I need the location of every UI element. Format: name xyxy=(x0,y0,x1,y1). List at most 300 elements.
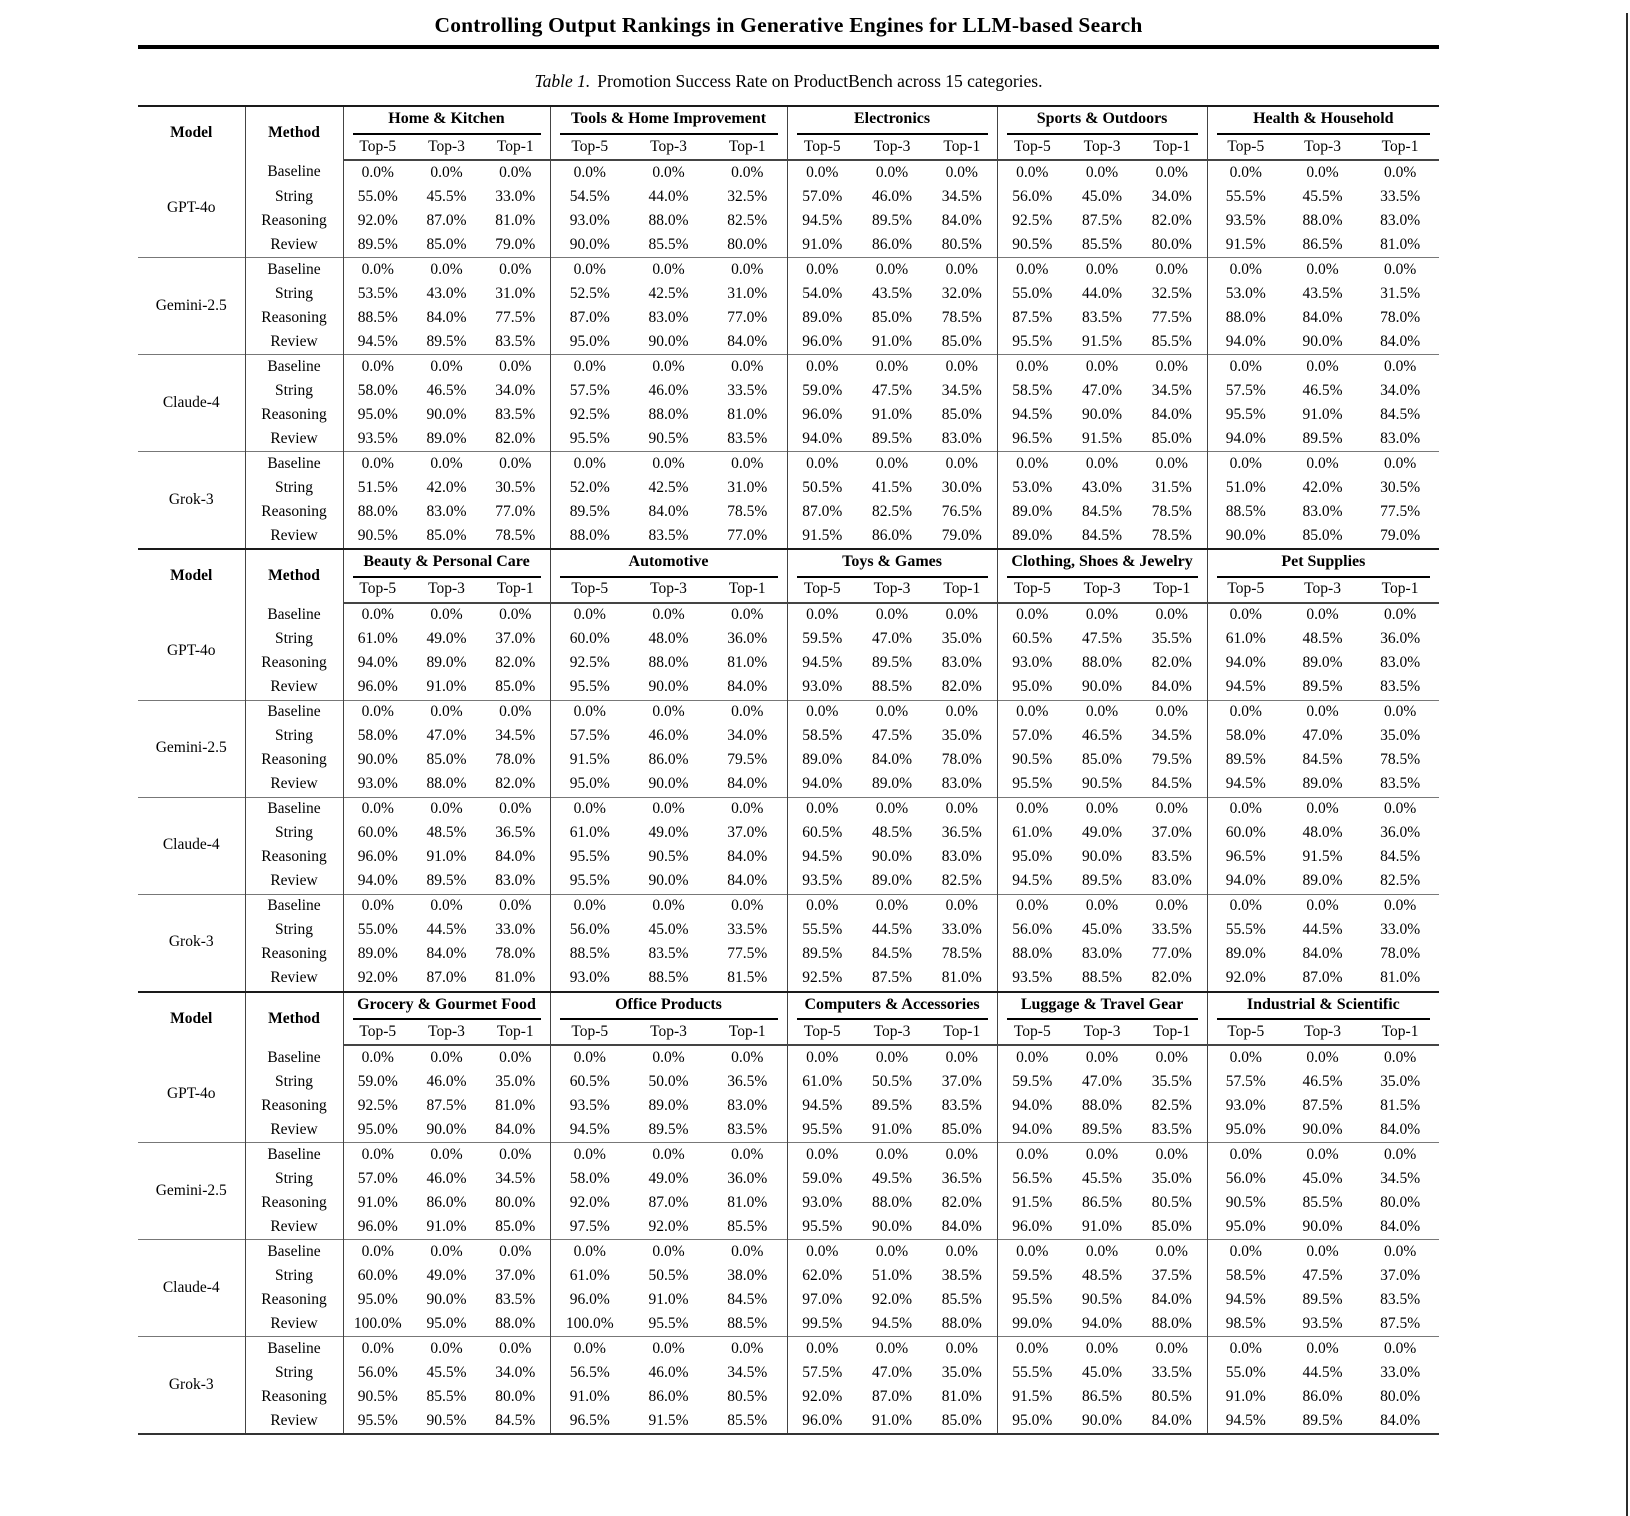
value-cell: 78.5% xyxy=(495,526,536,544)
model-name: Gemini-2.5 xyxy=(138,257,245,354)
value-cell: 91.5% xyxy=(1207,233,1284,258)
subcolumn-header: Top-5 xyxy=(343,135,412,160)
value-cell: 82.0% xyxy=(495,429,536,447)
category-name: Pet Supplies xyxy=(1217,550,1431,578)
value-cell: 96.0% xyxy=(787,403,857,427)
value-cell: 85.0% xyxy=(426,751,467,769)
value-cell: 85.0% xyxy=(495,678,536,696)
data-row xyxy=(138,1143,1439,1168)
value-cell: 86.0% xyxy=(648,1388,689,1406)
value-cell: 34.5% xyxy=(495,727,536,745)
value-cell: 0.0% xyxy=(343,1337,412,1362)
value-cell: 95.5% xyxy=(343,1409,412,1434)
value-cell: 59.0% xyxy=(343,1070,412,1094)
value-cell: 90.5% xyxy=(997,233,1067,258)
value-cell: 85.0% xyxy=(872,308,913,326)
value-cell: 84.0% xyxy=(727,872,768,890)
value-cell: 0.0% xyxy=(787,1337,857,1362)
value-cell: 30.5% xyxy=(495,478,536,496)
category-name: Automotive xyxy=(560,550,778,578)
model-name: Gemini-2.5 xyxy=(138,700,245,797)
value-cell: 83.0% xyxy=(426,502,467,520)
value-cell: 0.0% xyxy=(629,354,708,379)
value-cell: 30.5% xyxy=(1380,478,1421,496)
value-cell: 90.0% xyxy=(426,1291,467,1309)
data-row xyxy=(138,1240,1439,1265)
value-cell: 0.0% xyxy=(708,354,787,379)
value-cell: 0.0% xyxy=(731,163,764,181)
value-cell: 89.5% xyxy=(872,1097,913,1115)
value-cell: 0.0% xyxy=(787,700,857,725)
value-cell: 0.0% xyxy=(708,1337,787,1362)
value-cell: 89.0% xyxy=(343,943,412,967)
subcolumn-header: Top-3 xyxy=(857,1020,927,1045)
value-cell: 0.0% xyxy=(1207,603,1284,628)
value-cell: 89.0% xyxy=(1302,654,1343,672)
value-cell: 84.0% xyxy=(727,678,768,696)
value-cell: 0.0% xyxy=(945,606,978,624)
method-label: Reasoning xyxy=(245,943,343,967)
value-cell: 55.5% xyxy=(997,1361,1067,1385)
value-cell: 33.5% xyxy=(1380,187,1421,205)
value-cell: 0.0% xyxy=(997,700,1067,725)
value-cell: 80.0% xyxy=(1151,235,1192,253)
value-cell: 93.0% xyxy=(550,967,629,992)
value-cell: 77.5% xyxy=(495,308,536,326)
data-row xyxy=(138,476,1439,500)
value-cell: 95.0% xyxy=(550,773,629,798)
value-cell: 57.5% xyxy=(550,725,629,749)
value-cell: 81.0% xyxy=(1380,235,1421,253)
value-cell: 96.5% xyxy=(997,427,1067,452)
value-cell: 0.0% xyxy=(550,354,629,379)
value-cell: 58.0% xyxy=(1207,725,1284,749)
value-cell: 0.0% xyxy=(997,797,1067,822)
value-cell: 35.0% xyxy=(1380,727,1421,745)
value-cell: 84.5% xyxy=(495,1412,536,1430)
value-cell: 56.0% xyxy=(343,1361,412,1385)
value-cell: 59.5% xyxy=(997,1264,1067,1288)
value-cell: 46.0% xyxy=(648,381,689,399)
method-label: String xyxy=(245,628,343,652)
value-cell: 85.0% xyxy=(1302,526,1343,544)
subcolumn-header: Top-3 xyxy=(412,578,481,603)
value-cell: 84.0% xyxy=(941,1218,982,1236)
data-row xyxy=(138,354,1439,379)
method-label: Review xyxy=(245,870,343,895)
value-cell: 55.5% xyxy=(787,919,857,943)
value-cell: 78.5% xyxy=(1151,502,1192,520)
value-cell: 34.0% xyxy=(495,1364,536,1382)
method-label: Baseline xyxy=(245,1240,343,1265)
data-row xyxy=(138,257,1439,282)
subcolumn-header: Top-1 xyxy=(1137,1020,1207,1045)
value-cell: 83.0% xyxy=(941,429,982,447)
value-cell: 45.0% xyxy=(1082,187,1123,205)
value-cell: 0.0% xyxy=(1383,1049,1417,1067)
value-cell: 37.0% xyxy=(941,1073,982,1091)
value-cell: 33.0% xyxy=(1380,1364,1421,1382)
value-cell: 81.0% xyxy=(495,969,536,987)
value-cell: 0.0% xyxy=(708,894,787,919)
data-row xyxy=(138,894,1439,919)
category-name: Computers & Accessories xyxy=(797,993,988,1021)
value-cell: 57.5% xyxy=(1207,379,1284,403)
value-cell: 78.5% xyxy=(1151,526,1192,544)
subcolumn-header: Top-1 xyxy=(481,578,550,603)
value-cell: 37.5% xyxy=(1151,1267,1192,1285)
value-cell: 84.5% xyxy=(1380,405,1421,423)
value-cell: 85.0% xyxy=(1082,751,1123,769)
value-cell: 42.0% xyxy=(1302,478,1343,496)
subcolumn-header: Top-5 xyxy=(343,578,412,603)
value-cell: 53.0% xyxy=(1207,282,1284,306)
model-name: Gemini-2.5 xyxy=(138,1143,245,1240)
value-cell: 60.0% xyxy=(1207,822,1284,846)
value-cell: 92.0% xyxy=(550,1191,629,1215)
value-cell: 81.0% xyxy=(727,654,768,672)
value-cell: 0.0% xyxy=(550,700,629,725)
value-cell: 60.5% xyxy=(997,628,1067,652)
value-cell: 84.0% xyxy=(727,848,768,866)
value-cell: 83.5% xyxy=(648,945,689,963)
value-cell: 51.0% xyxy=(1207,476,1284,500)
value-cell: 94.5% xyxy=(872,1315,913,1333)
method-label: Baseline xyxy=(245,797,343,822)
category-name: Office Products xyxy=(560,993,778,1021)
value-cell: 81.0% xyxy=(727,1194,768,1212)
value-cell: 95.0% xyxy=(997,846,1067,870)
value-cell: 82.0% xyxy=(1151,969,1192,987)
value-cell: 92.0% xyxy=(343,209,412,233)
method-label: Reasoning xyxy=(245,846,343,870)
value-cell: 47.0% xyxy=(1082,1073,1123,1091)
value-cell: 91.0% xyxy=(1207,1385,1284,1409)
value-cell: 91.5% xyxy=(997,1385,1067,1409)
value-cell: 0.0% xyxy=(430,163,463,181)
value-cell: 82.0% xyxy=(495,775,536,793)
method-label: Reasoning xyxy=(245,209,343,233)
value-cell: 0.0% xyxy=(1067,257,1137,282)
subcolumn-header: Top-3 xyxy=(629,1020,708,1045)
method-label: String xyxy=(245,1361,343,1385)
value-cell: 87.0% xyxy=(648,1194,689,1212)
value-cell: 90.0% xyxy=(1207,524,1284,549)
value-cell: 53.5% xyxy=(343,282,412,306)
value-cell: 84.5% xyxy=(872,945,913,963)
value-cell: 49.0% xyxy=(648,824,689,842)
value-cell: 0.0% xyxy=(481,797,550,822)
value-cell: 31.0% xyxy=(727,478,768,496)
category-name: Toys & Games xyxy=(797,550,988,578)
value-cell: 0.0% xyxy=(412,797,481,822)
value-cell: 0.0% xyxy=(1284,700,1361,725)
value-cell: 59.0% xyxy=(787,379,857,403)
value-cell: 36.5% xyxy=(495,824,536,842)
value-cell: 78.5% xyxy=(941,308,982,326)
value-cell: 80.0% xyxy=(1380,1194,1421,1212)
value-cell: 84.0% xyxy=(1151,1291,1192,1309)
data-row xyxy=(138,403,1439,427)
value-cell: 80.0% xyxy=(1380,1388,1421,1406)
category-header-cell xyxy=(997,549,1207,578)
value-cell: 92.5% xyxy=(550,652,629,676)
value-cell: 0.0% xyxy=(927,354,997,379)
value-cell: 42.5% xyxy=(648,284,689,302)
value-cell: 0.0% xyxy=(857,354,927,379)
value-cell: 82.5% xyxy=(1151,1097,1192,1115)
value-cell: 81.0% xyxy=(495,1097,536,1115)
value-cell: 93.5% xyxy=(1207,209,1284,233)
subcolumn-header: Top-5 xyxy=(550,578,629,603)
value-cell: 0.0% xyxy=(430,606,463,624)
value-cell: 0.0% xyxy=(1155,606,1188,624)
value-cell: 46.5% xyxy=(1082,727,1123,745)
value-cell: 95.0% xyxy=(997,676,1067,701)
value-cell: 91.0% xyxy=(1302,405,1343,423)
value-cell: 49.5% xyxy=(872,1170,913,1188)
value-cell: 0.0% xyxy=(550,603,629,628)
value-cell: 89.5% xyxy=(648,1121,689,1139)
value-cell: 43.0% xyxy=(1082,478,1123,496)
page-right-border xyxy=(1626,13,1628,1516)
value-cell: 89.5% xyxy=(1302,429,1343,447)
value-cell: 0.0% xyxy=(997,1045,1067,1070)
value-cell: 59.5% xyxy=(787,628,857,652)
value-cell: 32.0% xyxy=(941,284,982,302)
method-label: Review xyxy=(245,967,343,992)
value-cell: 50.5% xyxy=(648,1267,689,1285)
value-cell: 51.5% xyxy=(343,476,412,500)
value-cell: 0.0% xyxy=(787,1045,857,1070)
value-cell: 78.0% xyxy=(495,751,536,769)
value-cell: 87.5% xyxy=(1380,1315,1421,1333)
category-header-cell xyxy=(787,992,997,1021)
value-cell: 50.5% xyxy=(787,476,857,500)
value-cell: 0.0% xyxy=(997,1143,1067,1168)
value-cell: 77.5% xyxy=(727,945,768,963)
value-cell: 34.0% xyxy=(1151,187,1192,205)
value-cell: 92.0% xyxy=(648,1218,689,1236)
value-cell: 84.0% xyxy=(1380,1218,1421,1236)
value-cell: 81.0% xyxy=(941,969,982,987)
value-cell: 80.5% xyxy=(941,235,982,253)
method-label: String xyxy=(245,1264,343,1288)
value-cell: 34.5% xyxy=(1151,727,1192,745)
value-cell: 86.5% xyxy=(1082,1388,1123,1406)
value-cell: 83.0% xyxy=(941,848,982,866)
data-row xyxy=(138,1361,1439,1385)
method-label: Reasoning xyxy=(245,1288,343,1312)
value-cell: 95.5% xyxy=(550,870,629,895)
method-label: Reasoning xyxy=(245,306,343,330)
value-cell: 0.0% xyxy=(629,1240,708,1265)
value-cell: 93.0% xyxy=(550,209,629,233)
method-label: Baseline xyxy=(245,257,343,282)
value-cell: 0.0% xyxy=(1361,797,1439,822)
value-cell: 48.5% xyxy=(1082,1267,1123,1285)
value-cell: 47.0% xyxy=(426,727,467,745)
value-cell: 0.0% xyxy=(343,1045,412,1070)
value-cell: 97.5% xyxy=(550,1215,629,1240)
value-cell: 98.5% xyxy=(1207,1312,1284,1337)
value-cell: 0.0% xyxy=(1207,1045,1284,1070)
method-label: Reasoning xyxy=(245,1191,343,1215)
table-caption-text: Promotion Success Rate on ProductBench across 15 categories. xyxy=(597,71,1043,91)
value-cell: 94.5% xyxy=(997,403,1067,427)
value-cell: 88.0% xyxy=(1082,1097,1123,1115)
value-cell: 82.0% xyxy=(1151,654,1192,672)
value-cell: 85.5% xyxy=(648,235,689,253)
value-cell: 91.5% xyxy=(1082,332,1123,350)
data-row xyxy=(138,700,1439,725)
value-cell: 48.5% xyxy=(426,824,467,842)
value-cell: 88.0% xyxy=(1302,211,1343,229)
subcolumn-header: Top-1 xyxy=(1137,578,1207,603)
value-cell: 33.0% xyxy=(941,921,982,939)
method-column-header: Method xyxy=(245,106,343,160)
category-name: Industrial & Scientific xyxy=(1217,993,1431,1021)
value-cell: 95.0% xyxy=(343,1288,412,1312)
value-cell: 88.5% xyxy=(343,306,412,330)
value-cell: 84.0% xyxy=(1151,678,1192,696)
value-cell: 0.0% xyxy=(708,1240,787,1265)
value-cell: 85.0% xyxy=(941,1121,982,1139)
subcolumn-header: Top-1 xyxy=(481,1020,550,1045)
data-row xyxy=(138,451,1439,476)
data-row xyxy=(138,379,1439,403)
value-cell: 46.5% xyxy=(426,381,467,399)
value-cell: 95.5% xyxy=(648,1315,689,1333)
value-cell: 0.0% xyxy=(787,257,857,282)
value-cell: 84.0% xyxy=(648,502,689,520)
value-cell: 88.0% xyxy=(495,1315,536,1333)
data-row xyxy=(138,1045,1439,1070)
value-cell: 44.5% xyxy=(1302,1364,1343,1382)
value-cell: 48.0% xyxy=(1302,824,1343,842)
data-row xyxy=(138,500,1439,524)
value-cell: 0.0% xyxy=(343,797,412,822)
value-cell: 82.5% xyxy=(727,211,768,229)
value-cell: 0.0% xyxy=(1306,163,1339,181)
value-cell: 0.0% xyxy=(481,1337,550,1362)
value-cell: 89.5% xyxy=(1302,678,1343,696)
value-cell: 0.0% xyxy=(629,797,708,822)
data-row xyxy=(138,209,1439,233)
value-cell: 61.0% xyxy=(550,822,629,846)
value-cell: 77.5% xyxy=(1380,502,1421,520)
method-label: Baseline xyxy=(245,603,343,628)
value-cell: 0.0% xyxy=(1383,606,1417,624)
value-cell: 30.0% xyxy=(941,478,982,496)
value-cell: 60.0% xyxy=(550,628,629,652)
value-cell: 86.5% xyxy=(1302,235,1343,253)
value-cell: 43.5% xyxy=(1302,284,1343,302)
value-cell: 36.0% xyxy=(727,630,768,648)
subcolumn-header: Top-3 xyxy=(857,578,927,603)
value-cell: 91.0% xyxy=(426,848,467,866)
data-row xyxy=(138,1070,1439,1094)
value-cell: 46.5% xyxy=(1302,1073,1343,1091)
value-cell: 90.0% xyxy=(426,1121,467,1139)
value-cell: 92.5% xyxy=(787,967,857,992)
value-cell: 46.0% xyxy=(426,1170,467,1188)
method-label: Reasoning xyxy=(245,403,343,427)
category-name: Grocery & Gourmet Food xyxy=(353,993,541,1021)
value-cell: 92.0% xyxy=(343,967,412,992)
value-cell: 45.5% xyxy=(426,187,467,205)
value-cell: 94.0% xyxy=(997,1118,1067,1143)
value-cell: 0.0% xyxy=(997,257,1067,282)
value-cell: 95.5% xyxy=(787,1215,857,1240)
value-cell: 78.5% xyxy=(1380,751,1421,769)
value-cell: 84.0% xyxy=(1302,945,1343,963)
value-cell: 57.5% xyxy=(1207,1070,1284,1094)
value-cell: 0.0% xyxy=(1383,163,1417,181)
value-cell: 96.0% xyxy=(343,676,412,701)
value-cell: 0.0% xyxy=(1207,700,1284,725)
subcolumn-header: Top-5 xyxy=(997,1020,1067,1045)
value-cell: 0.0% xyxy=(550,160,629,185)
value-cell: 90.5% xyxy=(1207,1191,1284,1215)
value-cell: 85.0% xyxy=(941,1412,982,1430)
value-cell: 86.0% xyxy=(872,235,913,253)
value-cell: 94.0% xyxy=(1207,427,1284,452)
value-cell: 94.0% xyxy=(343,652,412,676)
value-cell: 94.0% xyxy=(1082,1315,1123,1333)
value-cell: 57.0% xyxy=(787,185,857,209)
category-header-cell xyxy=(787,549,997,578)
value-cell: 0.0% xyxy=(343,451,412,476)
value-cell: 0.0% xyxy=(1137,797,1207,822)
value-cell: 89.5% xyxy=(787,943,857,967)
value-cell: 90.5% xyxy=(997,749,1067,773)
value-cell: 0.0% xyxy=(412,1337,481,1362)
value-cell: 0.0% xyxy=(997,603,1067,628)
subcolumn-header: Top-1 xyxy=(708,578,787,603)
value-cell: 37.0% xyxy=(495,1267,536,1285)
method-label: Baseline xyxy=(245,354,343,379)
method-label: Review xyxy=(245,1409,343,1434)
value-cell: 0.0% xyxy=(1284,797,1361,822)
value-cell: 95.5% xyxy=(550,676,629,701)
value-cell: 34.0% xyxy=(1380,381,1421,399)
value-cell: 91.0% xyxy=(550,1385,629,1409)
value-cell: 60.0% xyxy=(343,822,412,846)
value-cell: 84.0% xyxy=(1302,308,1343,326)
value-cell: 91.5% xyxy=(997,1191,1067,1215)
value-cell: 85.0% xyxy=(426,526,467,544)
value-cell: 0.0% xyxy=(708,451,787,476)
subcolumn-header: Top-1 xyxy=(927,135,997,160)
value-cell: 0.0% xyxy=(1207,1240,1284,1265)
data-row xyxy=(138,1337,1439,1362)
value-cell: 0.0% xyxy=(412,257,481,282)
value-cell: 89.0% xyxy=(426,429,467,447)
value-cell: 88.5% xyxy=(1207,500,1284,524)
value-cell: 83.5% xyxy=(1082,308,1123,326)
category-header-cell xyxy=(343,549,550,578)
value-cell: 0.0% xyxy=(481,257,550,282)
value-cell: 57.5% xyxy=(550,379,629,403)
value-cell: 94.5% xyxy=(1207,1409,1284,1434)
value-cell: 88.0% xyxy=(426,775,467,793)
value-cell: 0.0% xyxy=(1137,257,1207,282)
value-cell: 48.5% xyxy=(872,824,913,842)
method-label: Baseline xyxy=(245,1143,343,1168)
data-row xyxy=(138,773,1439,798)
value-cell: 81.0% xyxy=(941,1388,982,1406)
